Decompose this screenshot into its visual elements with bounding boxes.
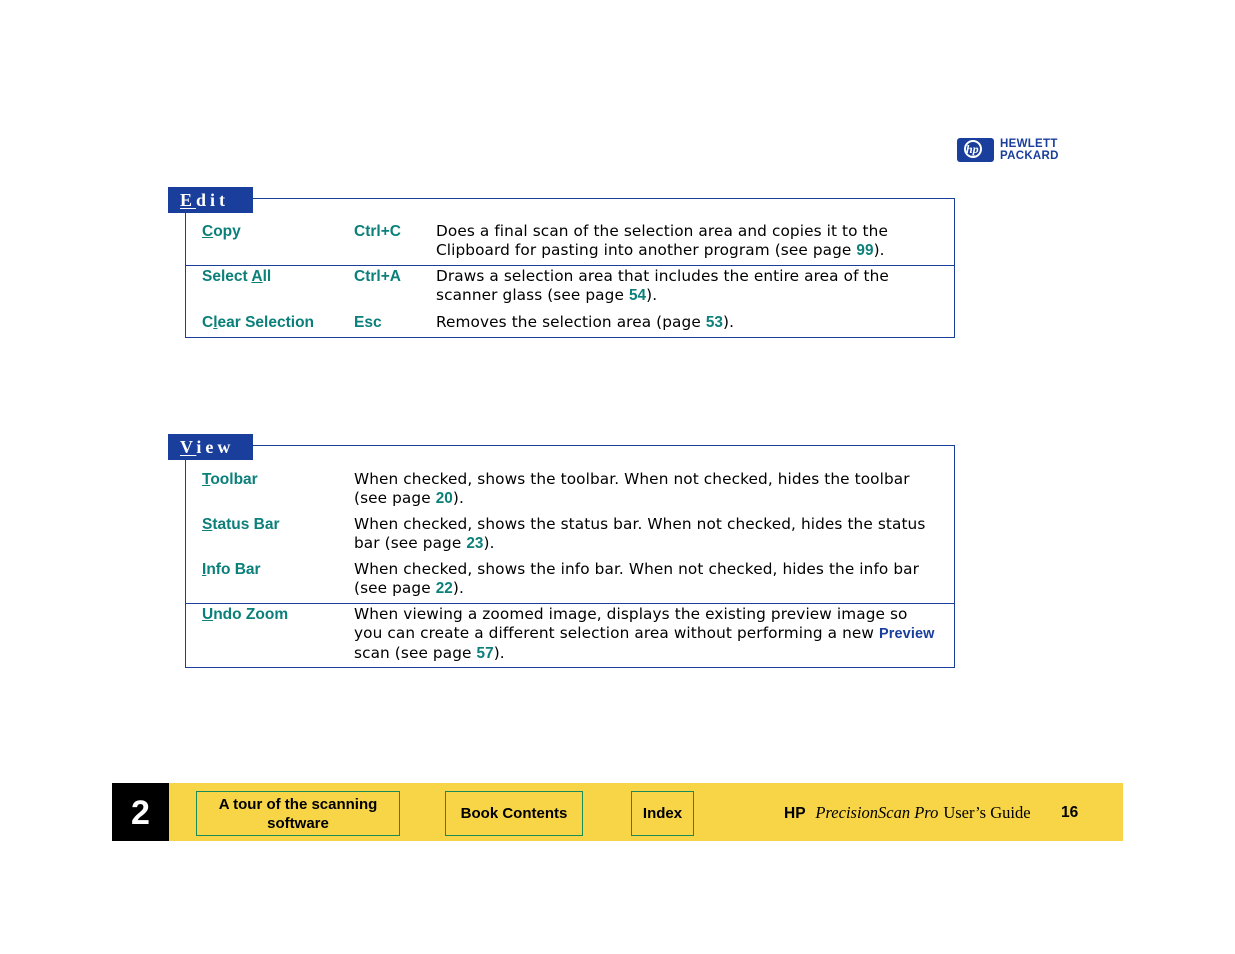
page-link[interactable]: 57 [476,645,494,662]
view-tab: View [168,434,253,460]
row-divider [186,265,954,266]
page-link[interactable]: 53 [705,314,724,331]
shortcut-clear-selection: Esc [354,314,382,331]
desc-toolbar: When checked, shows the toolbar. When not checked, hides the toolbar (see page 20). [354,470,910,507]
desc-copy: Does a final scan of the selection area and copies it to the Clipboard for pasting into another program (see page 99). [436,222,888,259]
menu-item-copy[interactable]: Copy [202,223,241,240]
desc-info-bar: When checked, shows the info bar. When not checked, hides the info bar (see page 22). [354,560,920,597]
index-button[interactable]: Index [631,791,694,836]
shortcut-select-all: Ctrl+A [354,268,401,285]
menu-item-select-all[interactable]: Select All [202,268,272,285]
menu-item-info-bar[interactable]: Info Bar [202,561,261,578]
shortcut-copy: Ctrl+C [354,223,401,240]
hp-logo-icon: hp [957,138,994,162]
tour-button[interactable]: A tour of the scanning software [196,791,400,836]
menu-item-undo-zoom[interactable]: Undo Zoom [202,606,289,623]
preview-link[interactable]: Preview [879,626,935,642]
page-link[interactable]: 54 [628,287,647,304]
page-link[interactable]: 22 [435,580,453,597]
logo-line2: PACKARD [1000,150,1059,162]
desc-clear-selection: Removes the selection area (page 53). [436,313,735,331]
chapter-number: 2 [112,783,169,841]
desc-select-all: Draws a selection area that includes the entire area of the scanner glass (see page 54). [436,267,889,304]
page-link[interactable]: 20 [435,490,453,507]
logo-line1: HEWLETT [1000,138,1058,150]
desc-status-bar: When checked, shows the status bar. When not checked, hides the status bar (see page 23). [354,515,926,552]
footer-bar [112,783,1123,841]
book-contents-button[interactable]: Book Contents [445,791,583,836]
page-link[interactable]: 99 [856,242,874,259]
page-number: 16 [1061,804,1079,821]
guide-title: HP PrecisionScan Pro User’s Guide [784,803,1031,822]
row-divider [186,603,954,604]
edit-tab: Edit [168,187,253,213]
desc-undo-zoom: When viewing a zoomed image, displays the existing preview image so you can create a different selection area without performing a new Preview scan (see page 57). [354,605,935,662]
menu-item-toolbar[interactable]: Toolbar [202,471,258,488]
hp-logo [957,137,1059,163]
menu-item-clear-selection[interactable]: Clear Selection [202,314,315,331]
page-link[interactable]: 23 [466,535,484,552]
menu-item-status-bar[interactable]: Status Bar [202,516,280,533]
